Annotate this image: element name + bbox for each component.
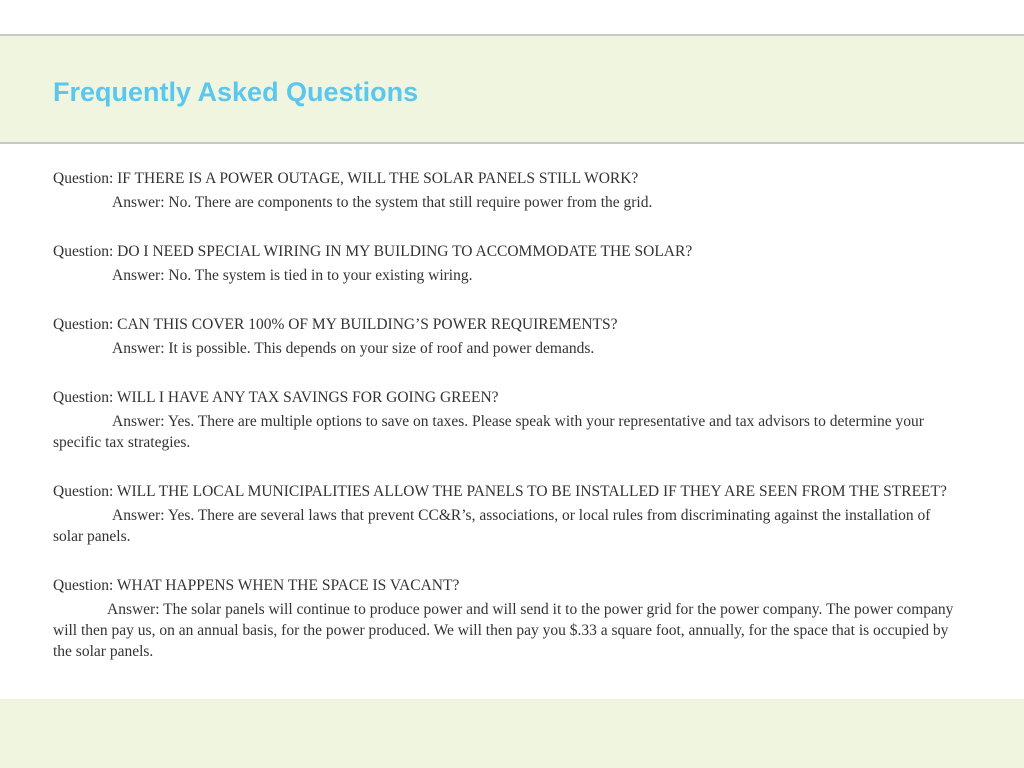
faq-answer: Answer: Yes. There are multiple options to save on taxes. Please speak with your representative and tax advisors to determine your specific tax strategies. [53, 413, 924, 451]
faq-question: Question: IF THERE IS A POWER OUTAGE, WILL THE SOLAR PANELS STILL WORK? [53, 170, 639, 187]
faq-item [53, 481, 963, 547]
page-title: Frequently Asked Questions [53, 77, 419, 107]
faq-item [53, 314, 963, 359]
faq-question: Question: WILL I HAVE ANY TAX SAVINGS FOR GOING GREEN? [53, 389, 499, 406]
faq-list [53, 168, 963, 690]
faq-item [53, 387, 963, 453]
faq-item [53, 168, 963, 213]
faq-answer: Answer: The solar panels will continue to produce power and will send it to the power grid for the power company. The power company will then pay us, on an annual basis, for the power produced. We will then pay you $.33 a square foot, annually, for the space that is occupied by the solar panels. [53, 601, 954, 660]
faq-item [53, 241, 963, 286]
faq-answer: Answer: No. There are components to the system that still require power from the grid. [112, 194, 653, 211]
faq-item [53, 575, 963, 662]
faq-answer: Answer: It is possible. This depends on your size of roof and power demands. [112, 340, 595, 357]
faq-answer: Answer: No. The system is tied in to your existing wiring. [112, 267, 473, 284]
title-band [0, 34, 1024, 144]
faq-question: Question: WHAT HAPPENS WHEN THE SPACE IS VACANT? [53, 577, 460, 594]
faq-question: Question: CAN THIS COVER 100% OF MY BUILDING’S POWER REQUIREMENTS? [53, 316, 618, 333]
faq-question: Question: DO I NEED SPECIAL WIRING IN MY BUILDING TO ACCOMMODATE THE SOLAR? [53, 243, 693, 260]
faq-answer: Answer: Yes. There are several laws that prevent CC&R’s, associations, or local rules from discriminating against the installation of solar panels. [53, 507, 931, 545]
footer-band [0, 699, 1024, 768]
faq-question: Question: WILL THE LOCAL MUNICIPALITIES ALLOW THE PANELS TO BE INSTALLED IF THEY ARE SEEN FROM THE STREET? [53, 483, 947, 500]
